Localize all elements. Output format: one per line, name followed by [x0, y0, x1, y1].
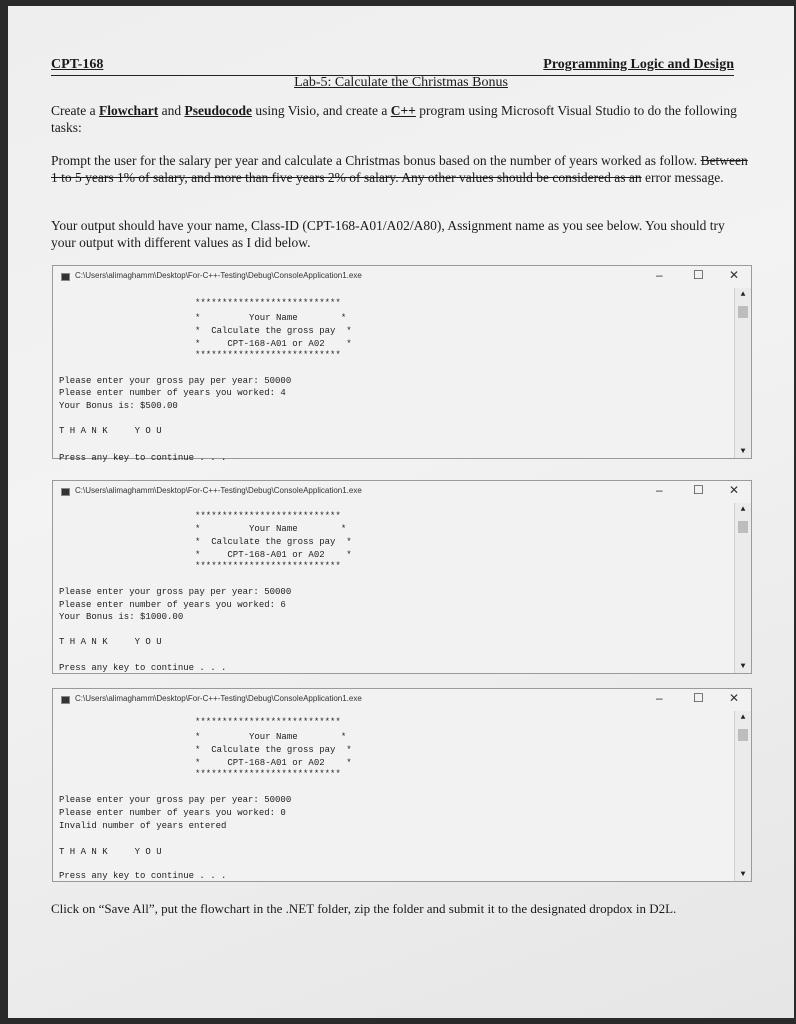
console-titlebar: [53, 481, 751, 503]
minimize-button[interactable]: –: [656, 268, 663, 282]
minimize-button[interactable]: –: [656, 483, 663, 497]
console-output-line: Please enter your gross pay per year: 50000: [59, 376, 292, 386]
scroll-thumb[interactable]: [738, 306, 748, 318]
intro-paragraph: [51, 102, 751, 136]
scroll-up-icon[interactable]: ▲: [740, 505, 746, 514]
console-window-1: [52, 265, 752, 463]
console-output-line: Please enter number of years you worked: 0: [59, 808, 286, 818]
document-page: [8, 6, 794, 1018]
output-note: Your output should have your name, Class-ID (CPT-168-A01/A02/A80), Assignment name as you see below. You should try your output with different values as I did below.: [51, 218, 725, 250]
banner-stars-bottom: ***************************: [195, 561, 341, 571]
banner-stars-top: ***************************: [195, 511, 341, 521]
submission-instructions: Click on “Save All”, put the flowchart in the .NET folder, zip the folder and submit it to the designated dropdox in D2L.: [51, 901, 677, 916]
press-any-key-text: Press any key to continue . . .: [59, 663, 227, 673]
scroll-thumb[interactable]: [738, 521, 748, 533]
scroll-up-icon[interactable]: ▲: [740, 713, 746, 722]
banner-stars-bottom: ***************************: [195, 769, 341, 779]
banner-name-line: * Your Name *: [195, 524, 347, 534]
console-scrollbar[interactable]: [734, 288, 751, 458]
console-output-line: Invalid number of years entered: [59, 821, 227, 831]
console-path: C:\Users\alimaghamm\Desktop\For-C++-Testing\Debug\ConsoleApplication1.exe: [75, 271, 362, 280]
cpp-term: C++: [390, 103, 416, 118]
flowchart-term: Flowchart: [98, 103, 159, 118]
console-output-line: Your Bonus is: $1000.00: [59, 612, 184, 622]
intro-text-a: Create a: [51, 103, 99, 118]
banner-class-line: * CPT-168-A01 or A02 *: [195, 550, 352, 560]
console-path: C:\Users\alimaghamm\Desktop\For-C++-Testing\Debug\ConsoleApplication1.exe: [75, 486, 362, 495]
console-scrollbar[interactable]: [734, 711, 751, 881]
console-output-line: Please enter your gross pay per year: 50000: [59, 587, 292, 597]
console-titlebar: [53, 689, 751, 711]
pseudocode-term: Pseudocode: [184, 103, 252, 118]
scroll-up-icon[interactable]: ▲: [740, 290, 746, 299]
task-text-c: error message.: [644, 170, 724, 185]
task-paragraph: [51, 152, 751, 186]
banner-calc-line: * Calculate the gross pay *: [195, 326, 352, 336]
console-titlebar: [53, 266, 751, 288]
console-app-icon: [61, 488, 70, 496]
course-subject: Programming Logic and Design: [543, 57, 734, 72]
thank-you-text: T H A N K Y O U: [59, 426, 162, 436]
banner-name-line: * Your Name *: [195, 313, 347, 323]
close-button[interactable]: ✕: [729, 483, 740, 497]
scroll-down-icon[interactable]: ▼: [740, 447, 746, 456]
banner-stars-bottom: ***************************: [195, 350, 341, 360]
console-output-line: Please enter number of years you worked: 4: [59, 388, 286, 398]
scroll-down-icon[interactable]: ▼: [740, 870, 746, 879]
maximize-button[interactable]: ☐: [693, 268, 704, 282]
press-any-key-text: Press any key to continue . . .: [59, 871, 227, 881]
thank-you-text: T H A N K Y O U: [59, 637, 162, 647]
console-output-line: Your Bonus is: $500.00: [59, 401, 178, 411]
banner-class-line: * CPT-168-A01 or A02 *: [195, 339, 352, 349]
intro-text-c: using Visio, and create a: [251, 103, 391, 118]
maximize-button[interactable]: ☐: [693, 483, 704, 497]
banner-calc-line: * Calculate the gross pay *: [195, 745, 352, 755]
close-button[interactable]: ✕: [729, 691, 740, 705]
thank-you-text: T H A N K Y O U: [59, 847, 162, 857]
banner-stars-top: ***************************: [195, 717, 341, 727]
banner-name-line: * Your Name *: [195, 732, 347, 742]
page-header: [51, 53, 734, 76]
task-text-a: Prompt the user for the salary per year and calculate a Christmas bonus based on the number of years worked as follow.: [51, 153, 698, 168]
scroll-thumb[interactable]: [738, 729, 748, 741]
console-scrollbar[interactable]: [734, 503, 751, 673]
task-strike-text: Between 1 to 5 years 1% of salary, and more than five years 2% of salary. Any other values should be considered as an: [51, 153, 748, 185]
intro-text-b: and: [158, 103, 185, 118]
minimize-button[interactable]: –: [656, 691, 663, 705]
scroll-down-icon[interactable]: ▼: [740, 662, 746, 671]
lab-title: Lab-5: Calculate the Christmas Bonus: [294, 75, 508, 90]
intro-text-d: program using Microsoft Visual Studio to do the following tasks:: [51, 103, 737, 135]
close-button[interactable]: ✕: [729, 268, 740, 282]
console-app-icon: [61, 696, 70, 704]
banner-stars-top: ***************************: [195, 298, 341, 308]
console-app-icon: [61, 273, 70, 281]
console-window-2: [52, 480, 752, 674]
press-any-key-text: Press any key to continue . . .: [59, 453, 227, 463]
banner-class-line: * CPT-168-A01 or A02 *: [195, 758, 352, 768]
banner-calc-line: * Calculate the gross pay *: [195, 537, 352, 547]
course-code: CPT-168: [51, 57, 104, 72]
console-output-line: Please enter number of years you worked: 6: [59, 600, 286, 610]
console-window-3: [52, 688, 752, 882]
maximize-button[interactable]: ☐: [693, 691, 704, 705]
console-path: C:\Users\alimaghamm\Desktop\For-C++-Testing\Debug\ConsoleApplication1.exe: [75, 694, 362, 703]
console-output-line: Please enter your gross pay per year: 50000: [59, 795, 292, 805]
